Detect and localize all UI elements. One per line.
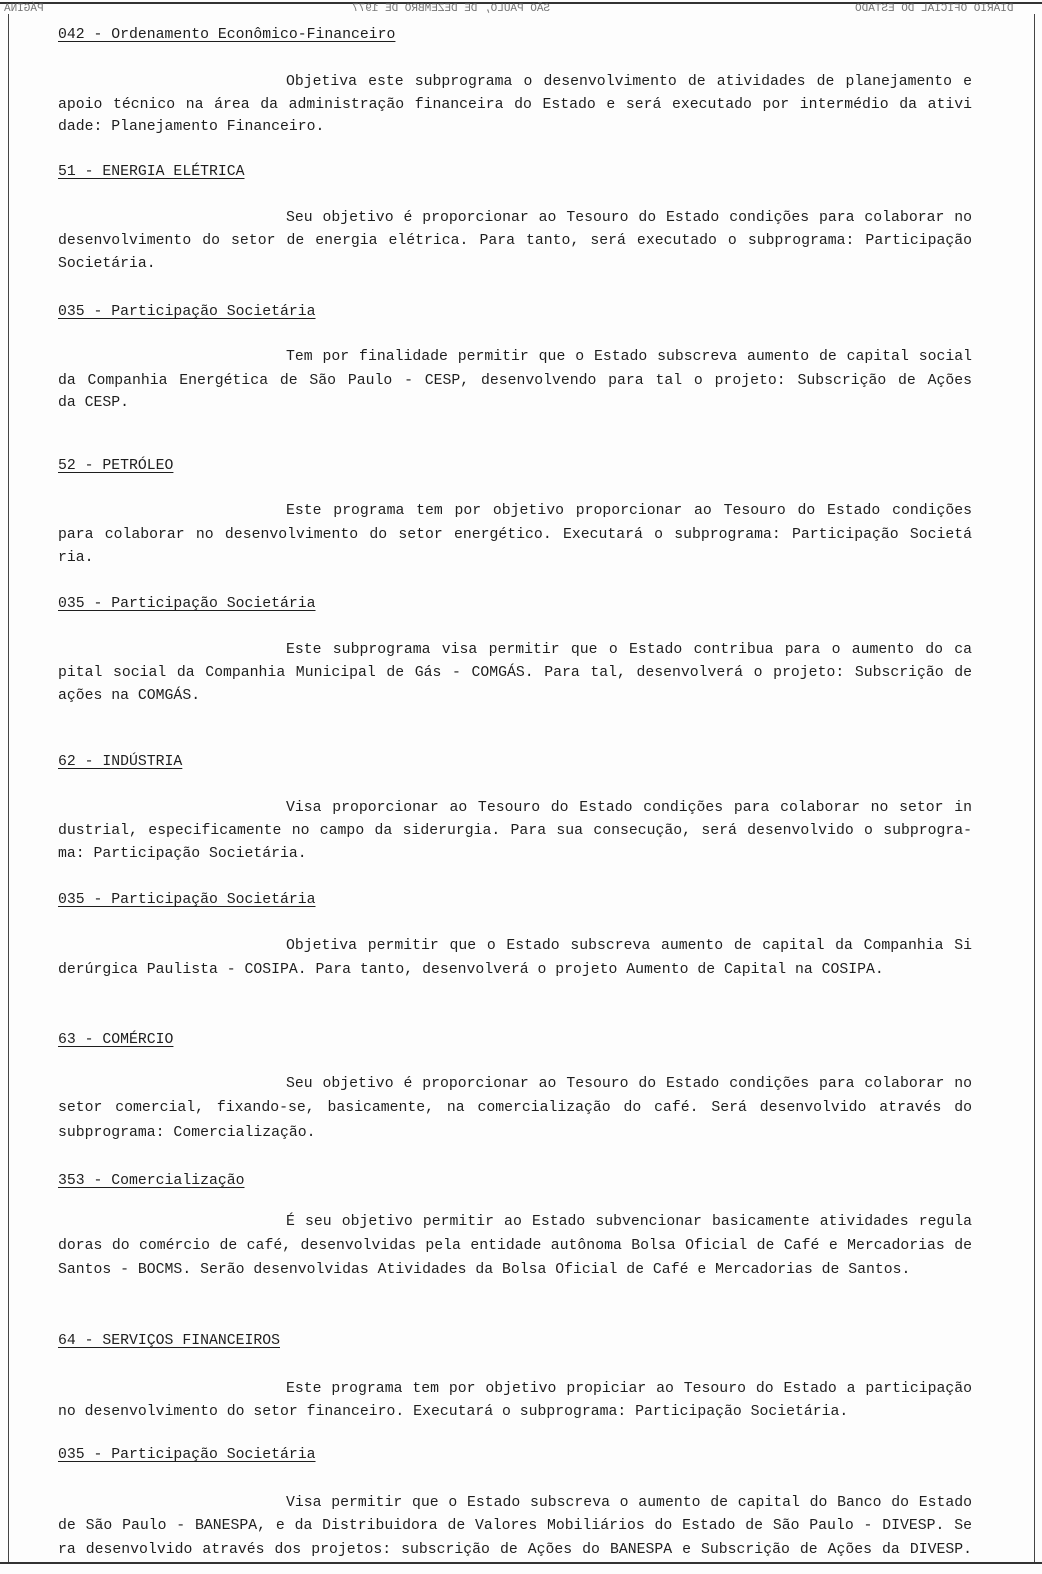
section-heading: 035 - Participação Societária bbox=[58, 596, 316, 612]
paragraph-line: para colaborar no desenvolvimento do setor energético. Executará o subprograma: Participação Societá bbox=[58, 527, 972, 543]
section-heading: 63 - COMÉRCIO bbox=[58, 1032, 174, 1048]
frame-right-rule bbox=[1034, 14, 1035, 1564]
paragraph-line: desenvolvimento do setor de energia elétrica. Para tanto, será executado o subprograma: Participação bbox=[58, 233, 972, 249]
section-heading: 64 - SERVIÇOS FINANCEIROS bbox=[58, 1333, 280, 1349]
paragraph-line: derúrgica Paulista - COSIPA. Para tanto, desenvolverá o projeto Aumento de Capital na COSIPA. bbox=[58, 962, 884, 978]
section-heading: 035 - Participação Societária bbox=[58, 304, 316, 320]
paragraph-line: ações na COMGÁS. bbox=[58, 688, 201, 704]
paragraph-line: doras do comércio de café, desenvolvidas pela entidade autônoma Bolsa Oficial de Café e Mercadorias de bbox=[58, 1238, 972, 1254]
paragraph-line: pital social da Companhia Municipal de Gás - COMGÁS. Para tal, desenvolverá o projeto: Subscrição de bbox=[58, 665, 972, 681]
show-through-date: SÃO PAULO, DE DEZEMBRO DE 1977 bbox=[352, 3, 551, 15]
paragraph-line: Santos - BOCMS. Serão desenvolvidas Atividades da Bolsa Oficial de Café e Mercadorias de Santos. bbox=[58, 1262, 911, 1278]
section-heading: 62 - INDÚSTRIA bbox=[58, 754, 183, 770]
show-through-masthead: DIÁRIO OFICIAL DO ESTADO bbox=[855, 3, 1014, 15]
section-heading: 353 - Comercialização bbox=[58, 1173, 245, 1189]
paragraph-line: Objetiva este subprograma o desenvolvimento de atividades de planejamento e bbox=[286, 74, 972, 90]
paragraph-line: da CESP. bbox=[58, 395, 130, 411]
paragraph-line: ra desenvolvido através dos projetos: subscrição de Ações do BANESPA e Subscrição de Ações da DIVESP. bbox=[58, 1542, 972, 1558]
paragraph-line: dustrial, especificamente no campo da siderurgia. Para sua consecução, será desenvolvido o subprogra- bbox=[58, 823, 972, 839]
show-through-page-label: PÁGINA bbox=[4, 3, 44, 15]
paragraph-line: ria. bbox=[58, 550, 94, 566]
frame-bottom-rule bbox=[0, 1562, 1042, 1564]
paragraph-line: de São Paulo - BANESPA, e da Distribuidora de Valores Mobiliários do Estado de São Paulo - DIVESP. Se bbox=[58, 1518, 972, 1534]
section-heading: 51 - ENERGIA ELÉTRICA bbox=[58, 164, 245, 180]
section-heading: 035 - Participação Societária bbox=[58, 892, 316, 908]
paragraph-line: no desenvolvimento do setor financeiro. Executará o subprograma: Participação Societária. bbox=[58, 1404, 849, 1420]
paragraph-line: dade: Planejamento Financeiro. bbox=[58, 119, 325, 135]
paragraph-line: Visa proporcionar ao Tesouro do Estado condições para colaborar no setor in bbox=[286, 800, 972, 816]
paragraph-line: subprograma: Comercialização. bbox=[58, 1125, 316, 1141]
paragraph-line: setor comercial, fixando-se, basicamente, na comercialização do café. Será desenvolvido através do bbox=[58, 1100, 972, 1116]
paragraph-line: Este programa tem por objetivo proporcionar ao Tesouro do Estado condições bbox=[286, 503, 972, 519]
section-heading: 042 - Ordenamento Econômico-Financeiro bbox=[58, 27, 396, 43]
paragraph-line: Seu objetivo é proporcionar ao Tesouro do Estado condições para colaborar no bbox=[286, 1076, 972, 1092]
paragraph-line: É seu objetivo permitir ao Estado subvencionar basicamente atividades regula bbox=[286, 1214, 972, 1230]
paragraph-line: Tem por finalidade permitir que o Estado subscreva aumento de capital social bbox=[286, 349, 972, 365]
paragraph-line: Este programa tem por objetivo propiciar ao Tesouro do Estado a participação bbox=[286, 1381, 972, 1397]
paragraph-line: Objetiva permitir que o Estado subscreva aumento de capital da Companhia Si bbox=[286, 938, 972, 954]
frame-left-rule bbox=[8, 14, 9, 1564]
paragraph-line: Visa permitir que o Estado subscreva o aumento de capital do Banco do Estado bbox=[286, 1495, 972, 1511]
paragraph-line: Seu objetivo é proporcionar ao Tesouro do Estado condições para colaborar no bbox=[286, 210, 972, 226]
section-heading: 035 - Participação Societária bbox=[58, 1447, 316, 1463]
paragraph-line: ma: Participação Societária. bbox=[58, 846, 307, 862]
paragraph-line: da Companhia Energética de São Paulo - CESP, desenvolvendo para tal o projeto: Subscrição de Ações bbox=[58, 373, 972, 389]
section-heading: 52 - PETRÓLEO bbox=[58, 458, 174, 474]
paragraph-line: Societária. bbox=[58, 256, 156, 272]
paragraph-line: apoio técnico na área da administração financeira do Estado e será executado por intermédio da ativi bbox=[58, 97, 972, 113]
paragraph-line: Este subprograma visa permitir que o Estado contribua para o aumento do ca bbox=[286, 642, 972, 658]
